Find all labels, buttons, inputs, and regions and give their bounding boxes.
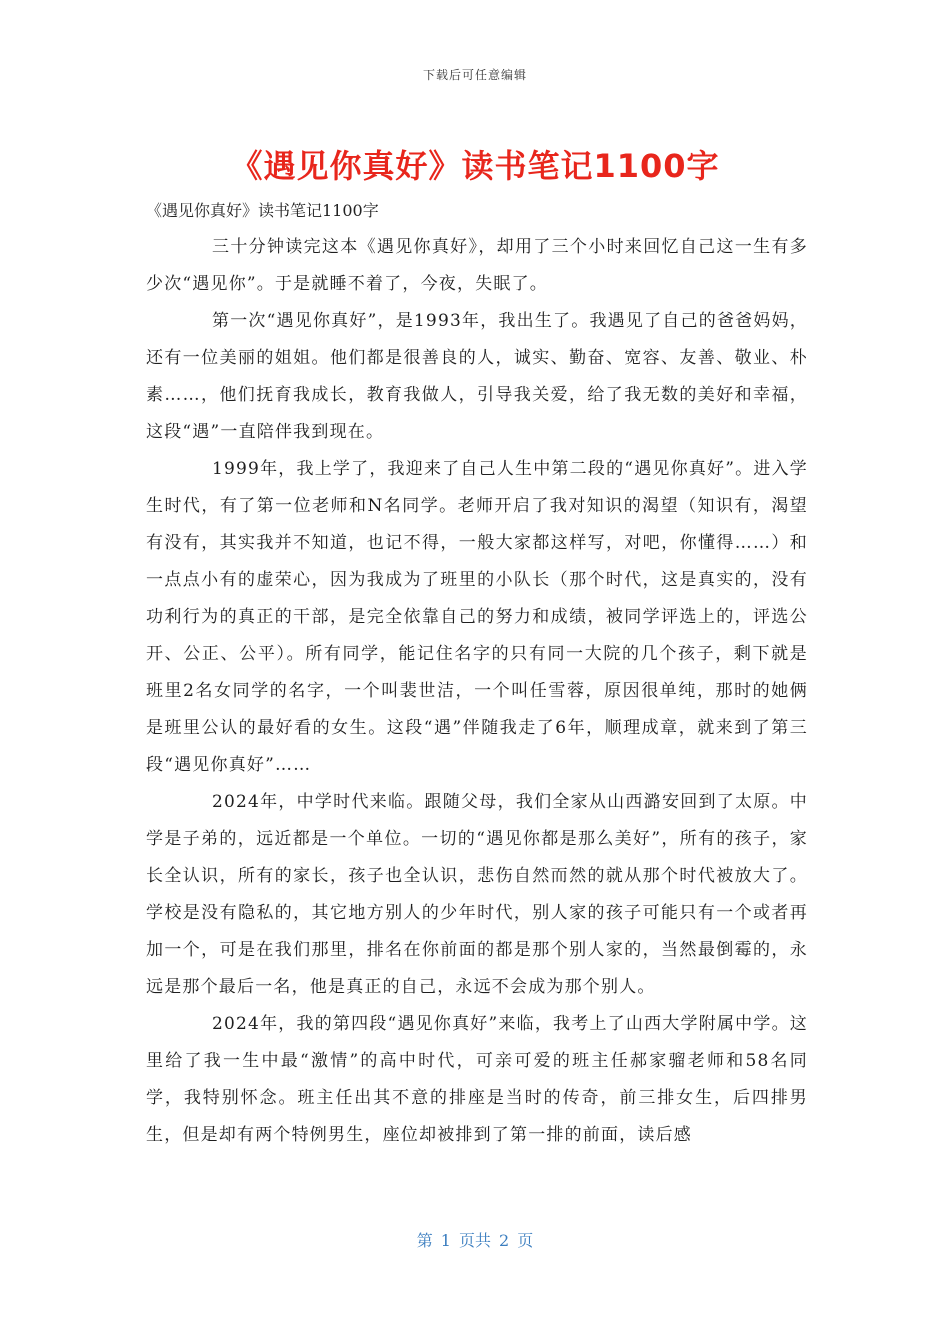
paragraph: 2024年，中学时代来临。跟随父母，我们全家从山西潞安回到了太原。中学是子弟的，远近都是一个单位。一切的“遇见你都是那么美好”，所有的孩子，家长全认识，所有的家长，孩子也全认识，悲伤自然而然的就从那个时代被放大了。学校是没有隐私的，其它地方别人的少年时代，别人家的孩子可能只有一个或者再加一个，可是在我们那里，排名在你前面的都是那个别人家的，当然最倒霉的，永远是那个最后一名，他是真正的自己，永远不会成为那个别人。	[146, 792, 808, 997]
page-mid: 页共	[458, 1231, 491, 1250]
paragraph: 第一次“遇见你真好”，是1993年，我出生了。我遇见了自己的爸爸妈妈，还有一位美丽的姐姐。他们都是很善良的人，诚实、勤奋、宽容、友善、敬业、朴素……，他们抚育我成长，教育我做人，引导我关爱，给了我无数的美好和幸福，这段“遇”一直陪伴我到现在。	[146, 311, 808, 442]
paragraph: 1999年，我上学了，我迎来了自己人生中第二段的“遇见你真好”。进入学生时代，有了第一位老师和N名同学。老师开启了我对知识的渴望（知识有，渴望有没有，其实我并不知道，也记不得，一般大家都这样写，对吧，你懂得……）和一点点小有的虚荣心，因为我成为了班里的小队长（那个时代，这是真实的，没有功利行为的真正的干部，是完全依靠自己的努力和成绩，被同学评选上的，评选公开、公正、公平）。所有同学，能记住名字的只有同一大院的几个孩子，剩下就是班里2名女同学的名字，一个叫裴世洁，一个叫任雪蓉，原因很单纯，那时的她俩是班里公认的最好看的女生。这段“遇”伴随我走了6年，顺理成章，就来到了第三段“遇见你真好”……	[146, 459, 808, 775]
document-subtitle: 《遇见你真好》读书笔记1100字	[146, 201, 379, 220]
page-footer	[0, 1228, 950, 1251]
page-current: 1	[440, 1231, 451, 1250]
paragraph: 2024年，我的第四段“遇见你真好”来临，我考上了山西大学附属中学。这里给了我一生中最“激情”的高中时代，可亲可爱的班主任郝家骝老师和58名同学，我特别怀念。班主任出其不意的排座是当时的传奇，前三排女生，后四排男生，但是却有两个特例男生，座位却被排到了第一排的前面，读后感	[146, 1014, 808, 1145]
paragraph: 三十分钟读完这本《遇见你真好》，却用了三个小时来回忆自己这一生有多少次“遇见你”。于是就睡不着了，今夜，失眠了。	[146, 237, 808, 294]
header-note: 下载后可任意编辑	[422, 68, 527, 82]
page-suffix: 页	[517, 1231, 534, 1250]
page-prefix: 第	[416, 1231, 433, 1250]
document-body	[146, 229, 808, 1154]
document-title: 《遇见你真好》读书笔记1100字	[230, 147, 720, 185]
page-total: 2	[499, 1231, 510, 1250]
